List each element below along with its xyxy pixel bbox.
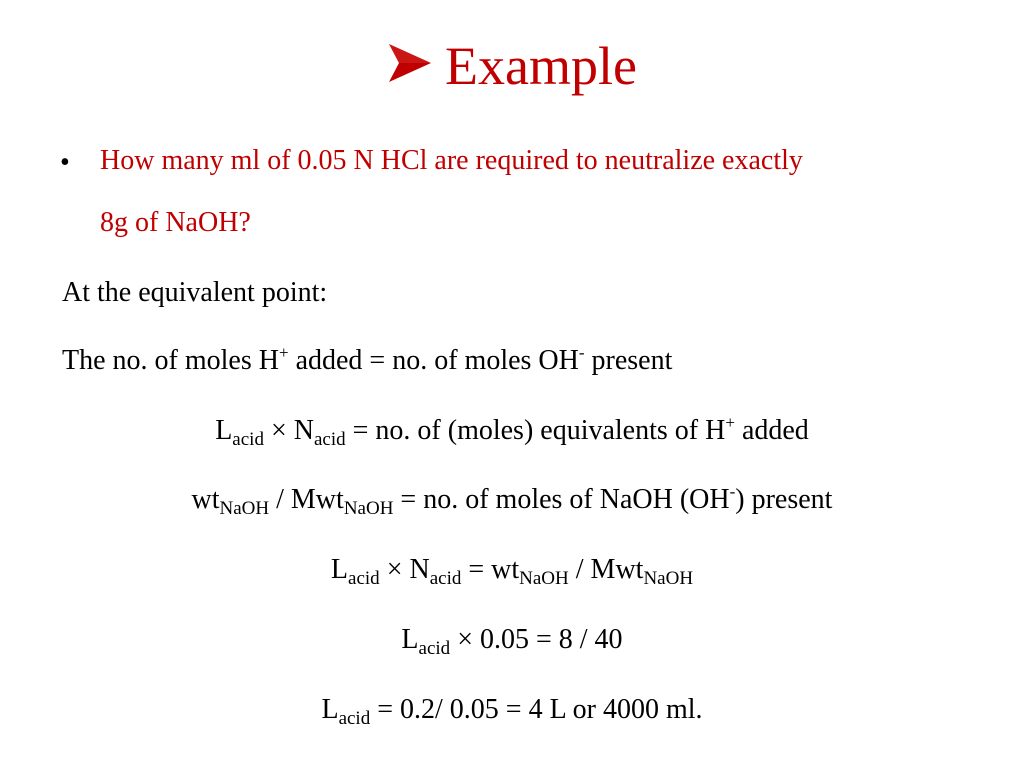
- eq2-sub-2: NaOH: [343, 498, 394, 519]
- bullet-dot: •: [60, 147, 70, 178]
- eq1-times: × N: [263, 415, 314, 446]
- question-line-1: How many ml of 0.05 N HCl are required to neutralize exactly: [100, 145, 803, 176]
- eq3-equals: = wt: [461, 554, 520, 585]
- eq2-mid: / Mwt: [269, 484, 344, 515]
- eq1-L: L: [215, 415, 233, 446]
- equation-5: [0, 692, 1024, 728]
- eq2-rest: = no. of moles of NaOH (OH: [393, 484, 730, 515]
- eq1-sub-acid-2: acid: [313, 429, 346, 450]
- eq3-times: × N: [379, 554, 430, 585]
- arrowhead-bullet-icon: [387, 30, 433, 102]
- eq5-sub-acid: acid: [338, 708, 371, 729]
- equation-4: [0, 622, 1024, 658]
- eq1-sup: +: [725, 413, 735, 432]
- eq1-rest: = no. of (moles) equivalents of H: [345, 415, 726, 446]
- eq4-sub-acid: acid: [418, 638, 451, 659]
- statement-sup-2: -: [578, 343, 585, 362]
- eq5-L: L: [321, 694, 339, 725]
- eq2-wt: wt: [191, 484, 220, 515]
- statement-line: [62, 343, 672, 379]
- eq1-tail: added: [734, 415, 809, 446]
- eq3-mid: / Mwt: [568, 554, 644, 585]
- eq3-sub-1: NaOH: [519, 568, 569, 589]
- equation-3: [0, 552, 1024, 588]
- statement-part-2: added = no. of moles OH: [288, 345, 579, 376]
- statement-part-1: The no. of moles H: [62, 345, 279, 376]
- eq3-sub-2: NaOH: [643, 568, 694, 589]
- equation-1: [0, 413, 1024, 449]
- eq2-tail: ) present: [735, 484, 833, 515]
- eq4-L: L: [401, 624, 419, 655]
- statement-sup-1: +: [278, 343, 289, 362]
- eq2-sup: -: [729, 482, 736, 501]
- eq4-rest: × 0.05 = 8 / 40: [450, 624, 623, 655]
- eq3-sub-acid-1: acid: [348, 568, 380, 589]
- statement-part-3: present: [584, 345, 673, 376]
- slide-title: [0, 30, 1024, 108]
- eq1-sub-acid-1: acid: [232, 429, 264, 450]
- eq5-rest: = 0.2/ 0.05 = 4 L or 4000 ml.: [370, 694, 703, 725]
- eq3-sub-acid-2: acid: [429, 568, 462, 589]
- eq3-L: L: [330, 554, 349, 585]
- slide-title-text: Example: [445, 36, 637, 96]
- equation-2: [0, 482, 1024, 518]
- eq2-sub-1: NaOH: [219, 498, 270, 519]
- question-line-2: 8g of NaOH?: [100, 207, 251, 238]
- intro-text: At the equivalent point:: [62, 277, 328, 308]
